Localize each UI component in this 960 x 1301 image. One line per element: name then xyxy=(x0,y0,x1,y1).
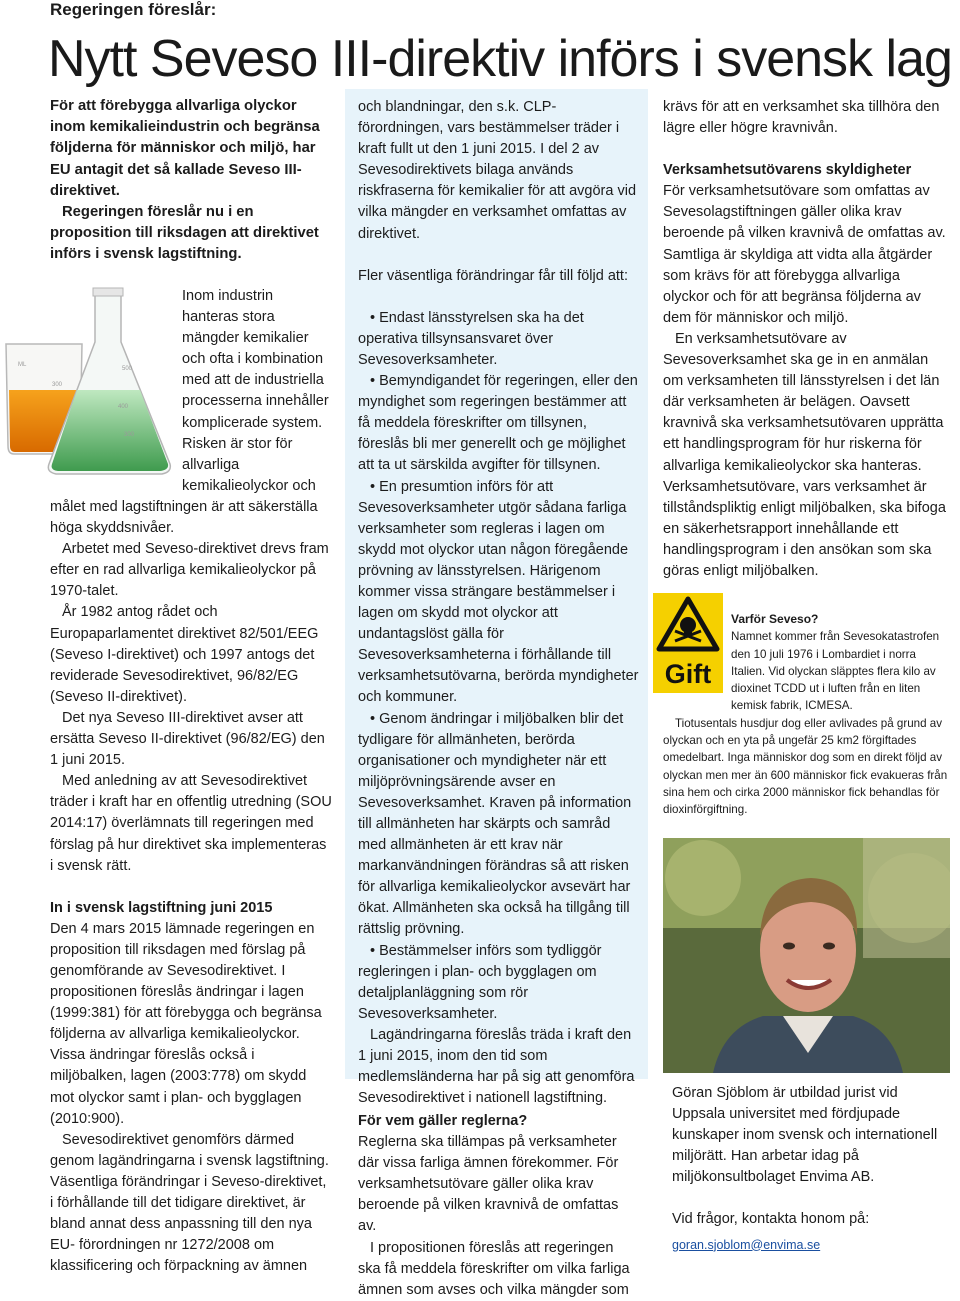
paragraph: År 1982 antog rådet och Europaparlamentet direktivet 82/501/EEG (Seveso I-direktivet) och 1997 antogs det reviderade Sevesodirektivet, 96/82/EG (Seveso II-direktivet). xyxy=(50,604,319,705)
kicker: Regeringen föreslår: xyxy=(50,0,217,19)
gift-label: Gift xyxy=(664,659,712,689)
author-bio xyxy=(672,1083,948,1256)
person-photo xyxy=(663,838,950,1073)
bullet-item: • Bemyndigandet för regeringen, eller den myndighet som regeringen bestämmer att få meddela föreskrifter om tillsynen, föreslås bli mer generellt och ge möjlighet att ta ut särskilda avgifter för tillsynen. xyxy=(358,373,638,474)
svg-text:500: 500 xyxy=(122,366,133,372)
bullet-item: • Bestämmelser införs som tydliggör regleringen i plan- och bygglagen om detaljplanläggning som rör Sevesoverksamheter. xyxy=(358,942,602,1022)
svg-text:300: 300 xyxy=(124,432,135,438)
paragraph: Reglerna ska tillämpas på verksamheter där vissa farliga ämnen förekommer. För verksamhetsutövare gäller olika krav beroende på vilken kravnivå de omfattas av. xyxy=(358,1134,619,1235)
email-link[interactable]: goran.sjoblom@envima.se xyxy=(672,1237,821,1252)
paragraph: Det nya Seveso III-direktivet avser att ersätta Seveso II-direktivet (96/82/EG) den 1 juni 2015. xyxy=(50,709,325,769)
paragraph: I propositionen föreslås att regeringen ska få meddela föreskrifter om vilka farliga ämnen som avses och vilka mängder som xyxy=(358,1239,630,1298)
section-heading: För vem gäller reglerna? xyxy=(358,1113,528,1129)
column-1-intro xyxy=(50,96,332,266)
paragraph: Sevesodirektivet genomförs därmed genom lagändringarna i svensk lagstiftning. Väsentliga förändringar i Seveso-direktivet, i förhållande till det tidigare direktivet, är bland annat dess anpassning till den nya EU- förordningen nr 1272/2008 om klassificering och förpackning av ämnen xyxy=(50,1131,329,1275)
flask-image xyxy=(0,286,180,501)
paragraph: Namnet kommer från Sevesokatastrofen den 10 juli 1976 i Lombardiet i norra Italien. Vid olyckan släpptes flera kilo av dioxinet TCDD ut i luften från en liten kemisk fabrik, ICMESA. xyxy=(731,630,940,713)
paragraph: Tiotusentals husdjur dog eller avlivades på grund av olyckan och en yta på ungefär 25 km2 förgiftades omedelbart. Inga människor dog som en direkt följd av olyckan men mer än 600 människor fick evakueras från sina hem och cirka 2000 människor fick behandlas för dioxinförgiftning. xyxy=(663,716,948,817)
bullet-item: • Genom ändringar i miljöbalken blir det tydligare för allmänheten, berörda organisationer och myndigheter när ett miljöprövningsärende avser en Sevesoverksamhet. Kraven på information till allmänheten har skärpts och samråd med allmänheten är ett krav när markanvändningen förändras så att risken för allvarliga kemikalieolyckor avsevärt har ökat. Allmänheten ska också ha tillgång till rättslig prövning. xyxy=(358,710,632,938)
bio-text: Göran Sjöblom är utbildad jurist vid Uppsala universitet med fördjupade kunskaper inom svensk och internationell miljörätt. Han arbetar idag på miljökonsultbolaget Envima AB. xyxy=(672,1085,938,1186)
flask-caption: Inom industrin hanteras stora mängder kemikalier och ofta i kombination med att de industriella processerna innehåller komplicerade system. Risken är stor för allvarliga kemikalieolyckor och xyxy=(182,288,329,494)
portrait-photo xyxy=(663,838,950,1073)
page-title: Nytt Seveso III-direktiv införs i svensk lag xyxy=(48,30,952,88)
flask-illustration xyxy=(0,286,180,501)
contact-text: Vid frågor, kontakta honom på: xyxy=(672,1211,870,1228)
column-1-body xyxy=(50,497,332,1277)
box-heading: Varför Seveso? xyxy=(731,612,819,626)
paragraph: Fler väsentliga förändringar får till följd att: xyxy=(358,267,628,284)
paragraph: Arbetet med Seveso-direktivet drevs fram efter en rad allvarliga kemikalieolyckor på 1970-talet. xyxy=(50,541,329,600)
lead-paragraph-2: Regeringen föreslår nu i en proposition till riksdagen att direktivet införs i svensk lagstiftning. xyxy=(50,204,319,263)
column-2-tail xyxy=(358,1111,640,1301)
paragraph: krävs för att en verksamhet ska tillhöra den lägre eller högre kravnivån. xyxy=(663,99,940,137)
bullet-item: • Endast länsstyrelsen ska ha det operativa tillsynsansvaret över Sevesoverksamheter. xyxy=(358,309,584,368)
paragraph: målet med lagstiftningen är att säkerställa höga skyddsnivåer. xyxy=(50,499,318,537)
paragraph: Lagändringarna föreslås träda i kraft den 1 juni 2015, inom den tid som medlemsländerna har på sig att genomföra Sevesodirektivet i nationell lagstiftning. xyxy=(358,1026,635,1107)
svg-text:300: 300 xyxy=(52,382,63,388)
paragraph: En verksamhetsutövare av Sevesoverksamhet ska ge in en anmälan om verksamheten till länsstyrelsen i det län där verksamheten är belägen. Oavsett kravnivå ska verksamhetsutövaren upprätta ett handlingsprogram för hur riskerna för allvarliga kemikalieolyckor ska hanteras. Verksamhetsutövare, vars verksamhet är tillståndspliktig enligt miljöbalken, ska bifoga en säkerhetsrapport innehållande ett handlingsprogram i den ansökan som ska göras enligt miljöbalken. xyxy=(663,330,946,579)
paragraph: För verksamhetsutövare som omfattas av Sevesolagstiftningen gäller olika krav beroende på vilken kravnivå de omfattas av. Samtliga är skyldiga att vidta alla åtgärder som krävs för att förebygga allvarliga olyckor och för att begränsa följderna av dem för människor och miljö. xyxy=(663,183,946,326)
svg-text:ML: ML xyxy=(18,362,27,368)
bullet-item: • En presumtion införs för att Sevesoverksamheter utgör sådana farliga verksamheter som regleras i lagen om skydd mot olyckor utan någon föregående prövning av länsstyrelsen. Härigenom kommer vissa strängare bestämmelser i lagen om skydd mot olyckor att undantagslöst gälla för Sevesoverksamheterna i förhållande till verksamhetsutövarna, berörda myndigheter och kommuner. xyxy=(358,478,639,706)
section-heading: In i svensk lagstiftning juni 2015 xyxy=(50,899,273,916)
section-heading: Verksamhetsutövarens skyldigheter xyxy=(663,162,912,179)
paragraph: och blandningar, den s.k. CLP-förordningen, vars bestämmelser träder i kraft fullt ut den 1 juni 2015. I del 2 av Sevesodirektivets bilaga används riskfraserna för kemikalier för att avgöra vid vilka mängder en verksamhet omfattas av direktivet. xyxy=(358,99,637,242)
paragraph: Med anledning av att Sevesodirektivet träder i kraft har en offentlig utredning (SOU 2014:17) överlämnats till regeringen med förslag på hur direktivet ska implementeras i svensk rätt. xyxy=(50,773,332,874)
paragraph: Den 4 mars 2015 lämnade regeringen en proposition till riksdagen med förslag på genomförande av Sevesodirektivet. I propositionen föreslås ändringar i lagen (1999:381) för att förebygga och begränsa följderna av allvarliga kemikalieolyckor. Vissa ändringar föreslås också i miljöbalken, lagen (2003:778) om skydd mot olyckor samt i plan- och bygglagen (2010:900). xyxy=(50,920,322,1127)
column-3 xyxy=(663,97,948,582)
column-2-box-content xyxy=(358,97,640,1109)
lead-paragraph: För att förebygga allvarliga olyckor inom kemikalieindustrin och begränsa följderna för människor och miljö, har EU antagit det så kallade Seveso III-direktivet. xyxy=(50,98,320,199)
svg-text:400: 400 xyxy=(118,404,129,410)
varfor-seveso-box xyxy=(663,611,948,819)
